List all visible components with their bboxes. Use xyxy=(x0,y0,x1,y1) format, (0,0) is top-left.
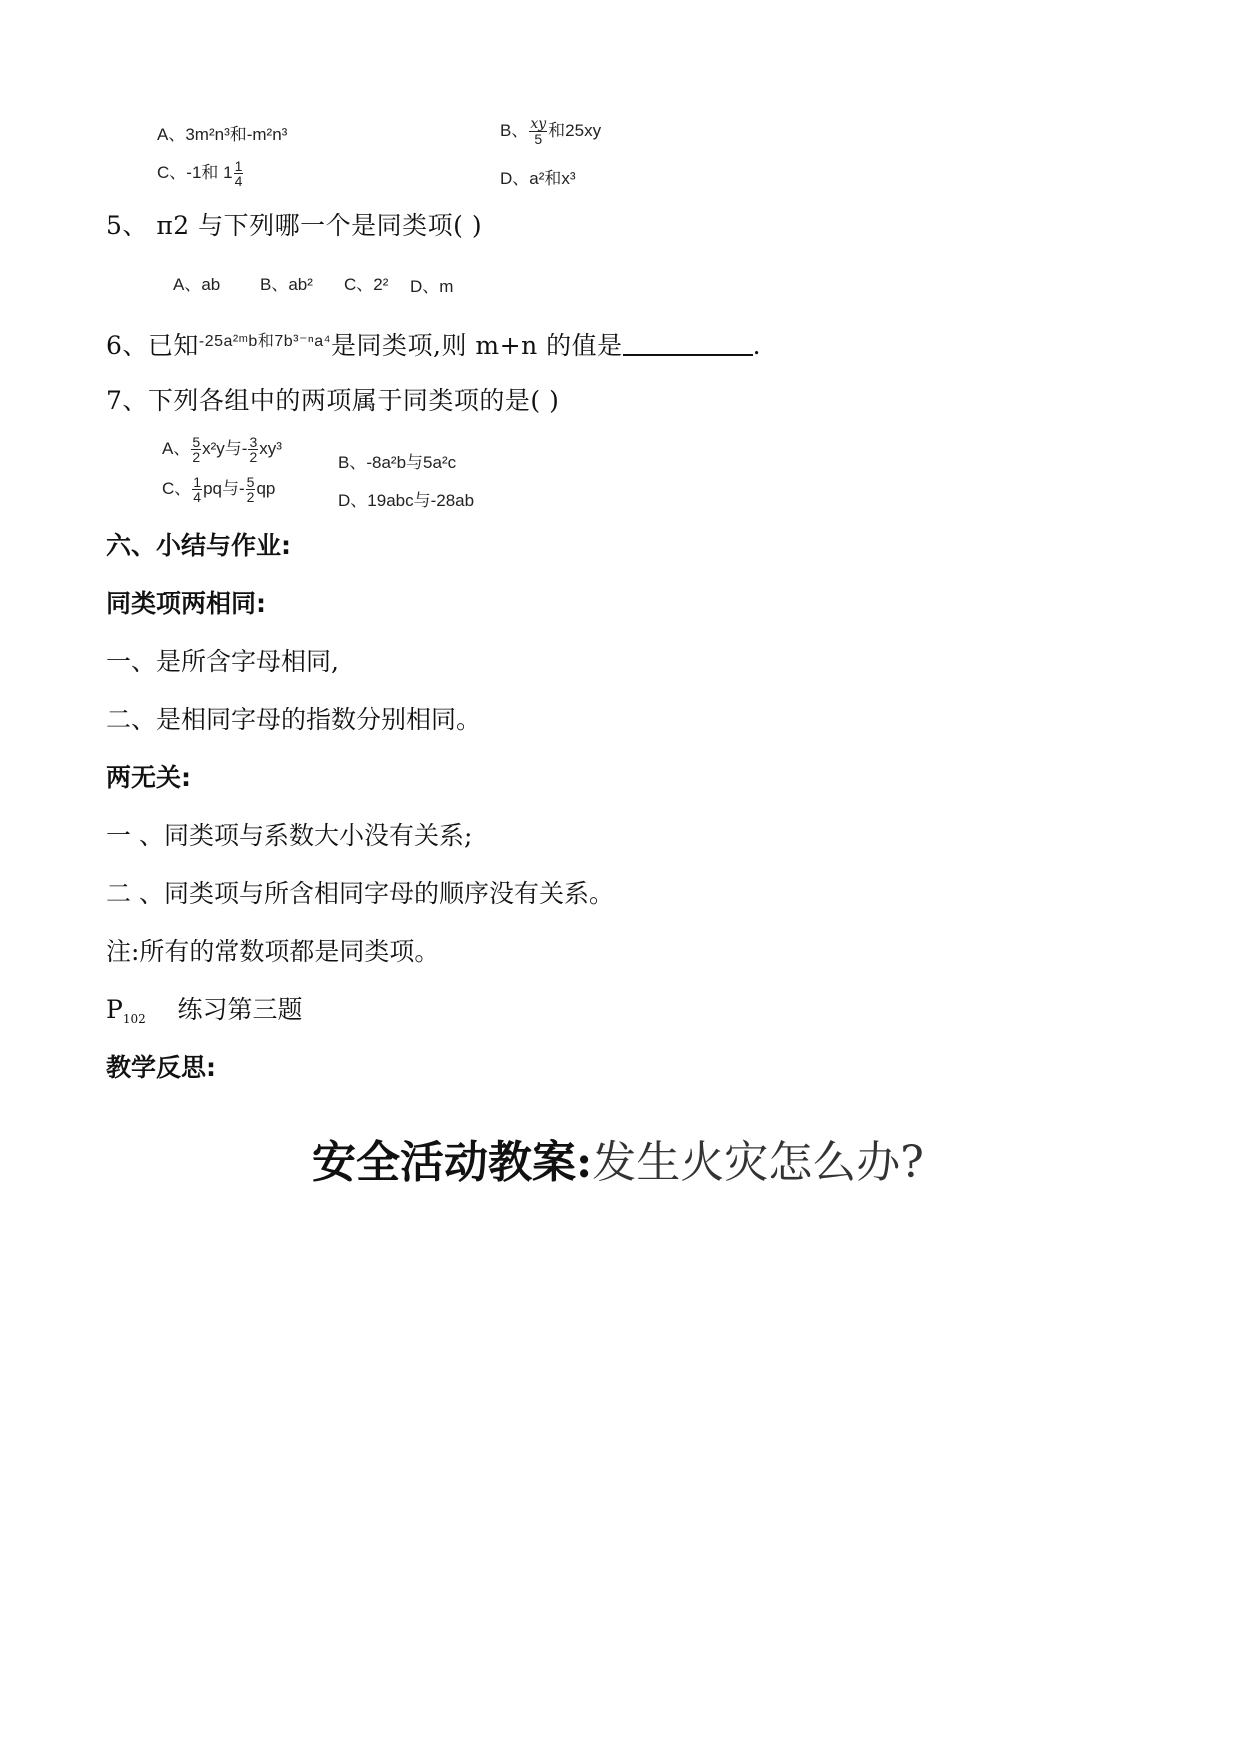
two-same-title: 同类项两相同: xyxy=(106,589,266,618)
q5-option-b: B、ab² xyxy=(260,275,313,294)
option-text: 19abc与-28ab xyxy=(367,491,475,510)
option-text: -8a²b与5a²c xyxy=(366,453,457,472)
q7-option-d xyxy=(338,486,474,511)
q7-option-a xyxy=(162,434,282,464)
note-line: 注:所有的常数项都是同类项。 xyxy=(106,937,440,966)
title-part-1: 安全活动教案: xyxy=(312,1137,593,1188)
q6-end: . xyxy=(752,331,762,360)
option-text: xy³ xyxy=(259,439,282,458)
question-5-stem: 5、 π2 与下列哪一个是同类项( ) xyxy=(106,211,483,240)
question-7-stem: 7、下列各组中的两项属于同类项的是( ) xyxy=(106,386,560,415)
q4-option-a xyxy=(157,120,287,145)
answer-blank[interactable] xyxy=(623,330,753,356)
option-label: C、 xyxy=(157,163,187,182)
q4-option-d xyxy=(500,164,576,189)
two-none-title: 两无关: xyxy=(106,763,191,792)
same-point-1: 一、是所含字母相同, xyxy=(106,647,339,676)
q6-suffix: 是同类项,则 m+n 的值是 xyxy=(331,331,623,360)
q6-prefix: 6、已知 xyxy=(106,331,199,360)
option-label: D、 xyxy=(500,169,530,188)
none-point-2: 二 、同类项与所含相同字母的顺序没有关系。 xyxy=(106,879,614,908)
fraction: $\frac{xy}{5}$ xyxy=(530,116,547,148)
fraction: $\frac{3}{2}$ xyxy=(249,434,258,466)
option-text: x²y与- xyxy=(202,439,248,458)
teaching-reflection-title: 教学反思: xyxy=(106,1053,216,1082)
option-label: B、 xyxy=(338,453,367,472)
option-text: a²和x³ xyxy=(529,169,576,188)
option-text: pq与- xyxy=(203,479,245,498)
page-prefix: P xyxy=(106,995,123,1024)
q5-option-a: A、ab xyxy=(173,275,221,294)
page-number: 102 xyxy=(122,1012,146,1026)
same-point-2: 二、是相同字母的指数分别相同。 xyxy=(106,705,482,734)
option-label: D、 xyxy=(338,491,368,510)
option-label: C、 xyxy=(162,479,192,498)
option-label: A、 xyxy=(157,125,186,144)
option-text: 3m²n³和-m²n³ xyxy=(185,125,288,144)
q7-option-c xyxy=(162,474,275,504)
fraction: $\frac{5}{2}$ xyxy=(192,434,201,466)
fraction: $\frac{1}{4}$ xyxy=(193,474,202,506)
homework-text: 练习第三题 xyxy=(177,995,303,1024)
q7-option-b xyxy=(338,448,456,473)
q4-option-c xyxy=(157,158,244,188)
title-part-2: 发生火灾怎么办? xyxy=(592,1137,924,1188)
option-text: 和25xy xyxy=(548,121,602,140)
section-heading-summary: 六、小结与作业: xyxy=(106,531,291,560)
option-label: A、 xyxy=(162,439,191,458)
homework-line xyxy=(106,990,303,1026)
q4-option-b xyxy=(500,116,601,146)
next-document-title xyxy=(312,1126,924,1190)
fraction: $\frac{5}{2}$ xyxy=(246,474,255,506)
fraction: $\frac{1}{4}$ xyxy=(234,158,243,190)
question-6 xyxy=(106,326,761,362)
q5-option-c: C、2² xyxy=(344,275,389,294)
option-label: B、 xyxy=(500,121,529,140)
q6-formula: -25a²ᵐb和7b³⁻ⁿa⁴ xyxy=(198,333,332,350)
none-point-1: 一 、同类项与系数大小没有关系; xyxy=(106,821,473,850)
q5-option-d: D、m xyxy=(410,277,454,296)
option-text: -1和 1 xyxy=(186,163,233,182)
option-text: qp xyxy=(256,479,276,498)
